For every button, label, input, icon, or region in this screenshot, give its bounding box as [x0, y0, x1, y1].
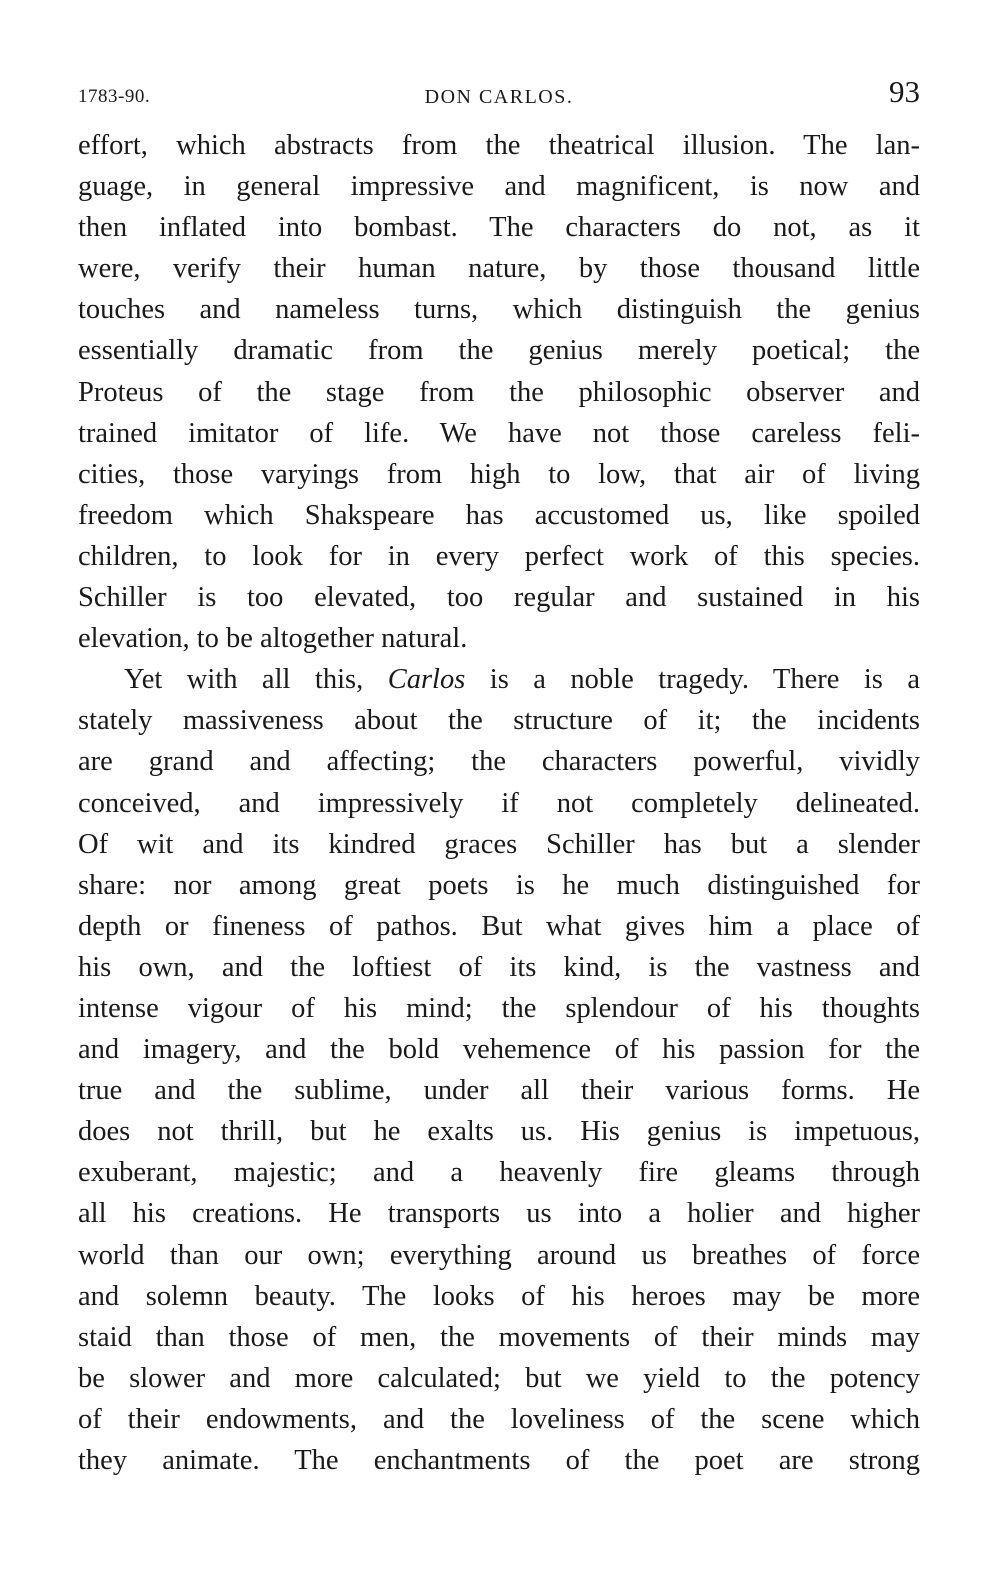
play-title-italic: Carlos	[387, 664, 466, 696]
text-line-first	[78, 659, 920, 700]
text-line: essentially dramatic from the genius merely poetical; the	[78, 335, 920, 367]
text-line: staid than those of men, the movements of their minds may	[78, 1321, 920, 1353]
text-line: cities, those varyings from high to low, that air of living	[78, 458, 920, 490]
text-line: depth or fineness of pathos. But what gives him a place of	[78, 910, 920, 942]
text-line: of their endowments, and the loveliness of the scene which	[78, 1403, 920, 1435]
text-line: touches and nameless turns, which distinguish the genius	[78, 294, 920, 326]
text-line: his own, and the loftiest of its kind, is the vastness and	[78, 951, 920, 983]
text-line: guage, in general impressive and magnificent, is now and	[78, 171, 920, 203]
text-line: world than our own; everything around us breathes of force	[78, 1239, 920, 1271]
text-line: and solemn beauty. The looks of his heroes may be more	[78, 1280, 920, 1312]
text-line: be slower and more calculated; but we yield to the potency	[78, 1362, 920, 1394]
text-line: Proteus of the stage from the philosophic observer and	[78, 376, 920, 408]
header-dates: 1783-90.	[78, 86, 151, 107]
text-run: is a noble tragedy. There is a	[465, 664, 920, 696]
text-line: does not thrill, but he exalts us. His genius is impetuous,	[78, 1116, 920, 1148]
text-line: were, verify their human nature, by those thousand little	[78, 253, 920, 285]
header-title: DON CARLOS.	[424, 86, 574, 108]
text-line: all his creations. He transports us into a holier and higher	[78, 1198, 920, 1230]
text-line: exuberant, majestic; and a heavenly fire gleams through	[78, 1157, 920, 1189]
text-line: trained imitator of life. We have not those careless feli-	[78, 417, 920, 449]
text-line: true and the sublime, under all their various forms. He	[78, 1075, 920, 1107]
body-text	[78, 125, 920, 1481]
text-line: elevation, to be altogether natural.	[78, 623, 468, 655]
text-line: stately massiveness about the structure of it; the incidents	[78, 705, 920, 737]
text-line: freedom which Shakspeare has accustomed us, like spoiled	[78, 499, 920, 531]
running-head	[78, 72, 920, 112]
page-number: 93	[889, 74, 920, 109]
text-line: share: nor among great poets is he much distinguished for	[78, 869, 920, 901]
text-line: then inflated into bombast. The characters do not, as it	[78, 212, 920, 244]
text-line: Of wit and its kindred graces Schiller has but a slender	[78, 828, 920, 860]
text-line: children, to look for in every perfect work of this species.	[78, 540, 920, 572]
text-line: they animate. The enchantments of the poet are strong	[78, 1445, 920, 1476]
text-line: Schiller is too elevated, too regular and sustained in his	[78, 582, 920, 614]
text-line: effort, which abstracts from the theatrical illusion. The lan-	[78, 130, 920, 161]
text-line: are grand and affecting; the characters powerful, vividly	[78, 746, 920, 778]
text-line: intense vigour of his mind; the splendour of his thoughts	[78, 992, 920, 1024]
paragraph-2	[78, 659, 920, 1481]
text-run: Yet with all this,	[124, 664, 388, 696]
text-line: conceived, and impressively if not completely delineated.	[78, 787, 920, 819]
paragraph-1	[78, 125, 920, 659]
text-line: and imagery, and the bold vehemence of his passion for the	[78, 1034, 920, 1066]
